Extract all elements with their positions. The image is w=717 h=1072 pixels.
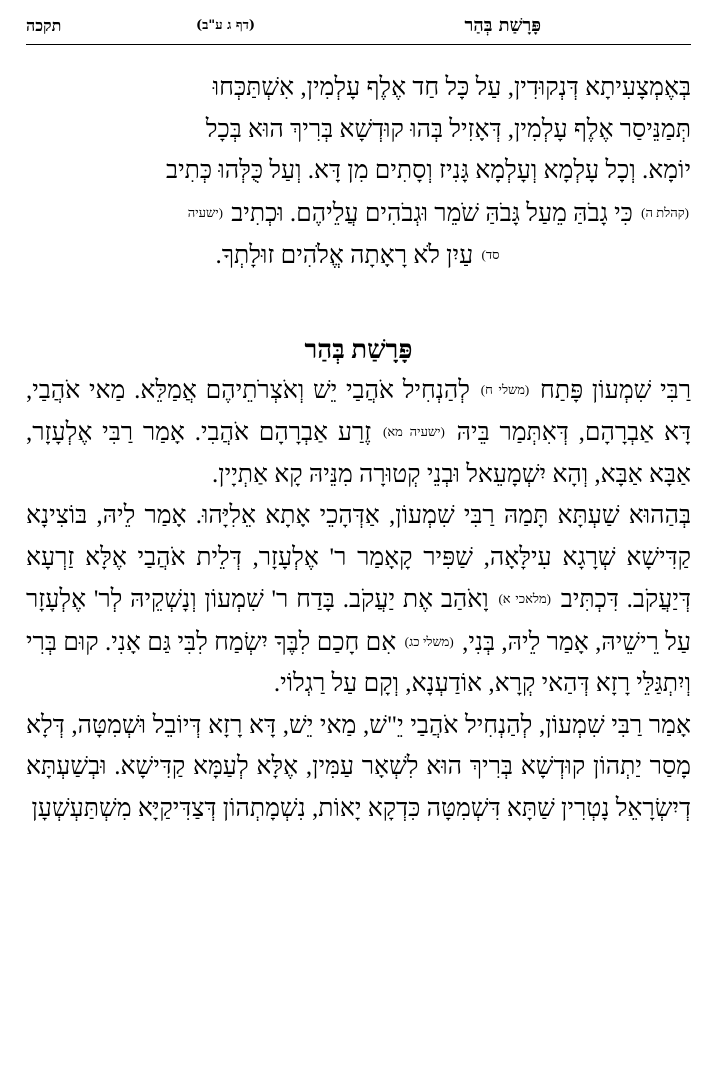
header-parasha-title: פָּרָשַׁת בְּהַר	[464, 15, 541, 36]
header-folio: (דף ג ע"ב)	[196, 18, 256, 33]
line-text: יוֹמָא. וְכָל עָלְמָא וְעָלְמָא גָּנִיז וְסָתִים מִן דָּא. וְעַל כֻּלְּהוּ כְּתִיב	[166, 157, 691, 184]
verse-reference: סד)	[481, 247, 500, 262]
line-text: בְּאֶמְצָעִיתָא דְּנְקוּדִין, עַל כָּל חַד אֶלֶף עָלְמִין, אִשְׁתַּכְּחוּ	[212, 74, 691, 101]
paragraph-text: אִם חָכַם לִבֶּךָ יִשְׂמַח לִבִּי גַּם אָנִי. קוּם בְּרִי וְיִתְגַּלֵּי רָזָא דְּהַאי קְרָא, אוֹדַעְנָא, וְקָם עַל רַגְלוֹי.	[26, 628, 691, 697]
opening-passage	[26, 67, 691, 277]
document-page	[26, 8, 691, 1068]
paragraph-text: בְּהַהוּא שַׁעְתָּא תָּמַהּ רַבִּי שִׁמְעוֹן, אַדְּהָכֵי אָתָא אֵלִיָּהוּ. אָמַר לֵיהּ, בּוֹצִינָא קַדִּישָׁא שְׁרָגָא עִילָּאָה, שַׁפִּיר קָאָמַר ר' אֶלְעָזָר, דְּלֵית אֹהֲבַי אֶלָּא זַרְעָא דְּיַעֲקֹב. דִּכְתִּיב	[26, 502, 692, 613]
paragraph-text: רַבִּי שִׁמְעוֹן פָּתַח	[540, 376, 692, 404]
paragraph-text: לְהַנְחִיל אֹהֲבַי יֵשׁ וְאֹצְרֹתֵיהֶם אֲמַלֵּא. מַאי אֹהֲבַי, דָּא אַבְרָהָם, דְּאִתְּמַר בֵּיהּ	[26, 376, 691, 446]
line-text: כִּי גָבֹהַּ מֵעַל גָּבֹהַּ שֹׁמֵר וּגְבֹהִים עֲלֵיהֶם. וּכְתִיב	[231, 199, 633, 227]
verse-reference: (קהלת ה)	[641, 204, 689, 220]
text-line	[26, 150, 691, 192]
paragraph-text: וָאֹהַב אֶת יַעֲקֹב. בָּדַח ר' שִׁמְעוֹן וְנָשְׁקֵיהּ לְר' אֶלְעָזָר עַל רֵישֵׁיהּ, אָמַר לֵיהּ, בְּנִי,	[26, 586, 692, 656]
verse-reference: (ישעיה מא)	[383, 424, 445, 439]
section-title: פָּרָשַׁת בְּהַר	[304, 334, 413, 364]
page-header	[26, 8, 691, 45]
verse-reference: (משלי כג)	[404, 633, 454, 649]
paragraph-text: אָמַר רַבִּי שִׁמְעוֹן, לְהַנְחִיל אֹהֲבַי יֵ"שׁ, מַאי יֵשׁ, דָּא רָזָא דְּיוֹבֵל וּשְׁמִטָּה, דְּלָא מָסַר יַתְהוֹן קוּדְשָׁא בְּרִיךְ הוּא לִשְׁאָר עַמִּין, אֶלָּא לְעַמָּא קַדִּישָׁא. וּבְשַׁעְתָּא דְיִשְׂרָאֵל נָטְרִין שַׁתָּא דִּשְׁמִטָּה כִּדְקָא יָאוֹת, נִשְׁמָתְהוֹן דְּצַדִּיקַיָּא מִשְׁתַּעְשְׁעָן	[26, 711, 691, 822]
text-line	[26, 234, 691, 277]
text-line	[26, 67, 691, 109]
line-text: תְּמַנֵּיסַר אֶלֶף עָלְמִין, דְּאָזִיל בְּהוּ קוּדְשָׁא בְּרִיךְ הוּא בְּכָל	[205, 115, 691, 143]
verse-reference: (מלאכי א)	[498, 591, 551, 606]
paragraph	[26, 495, 691, 705]
paragraph	[26, 705, 691, 830]
verse-reference: (משלי ח)	[480, 381, 530, 397]
text-line	[26, 109, 691, 151]
verse-reference: (ישעיה	[187, 204, 223, 220]
text-line	[26, 192, 691, 235]
header-page-number: תקכה	[26, 16, 62, 35]
line-text: עַיִן לֹא רָאָתָה אֱלֹהִים זוּלָתְךָ.	[215, 242, 474, 269]
paragraph-text: זֶרַע אַבְרָהָם אֹהֲבִי. אָמַר רַבִּי אֶלְעָזָר, אַבָּא אַבָּא, וְהָא יִשְׁמָעֵאל וּבְנֵי קְטוּרָה מִנֵּיהּ קָא אַתְיָין.	[26, 419, 691, 488]
paragraph	[26, 369, 691, 496]
